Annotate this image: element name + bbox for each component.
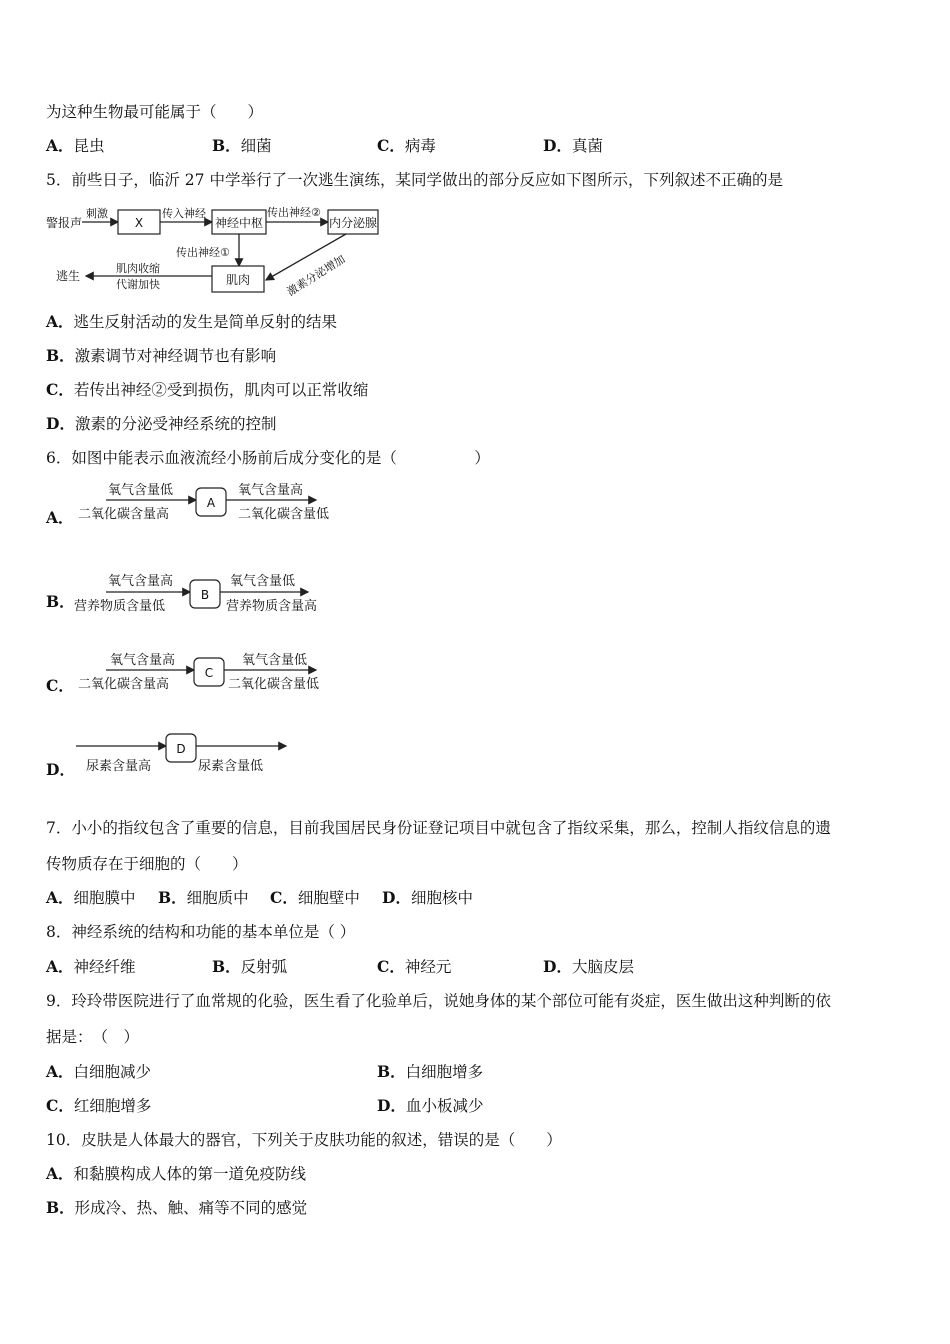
c-top-left: 氧气含量高	[110, 653, 176, 668]
q7-option-d[interactable]: D．细胞核中	[382, 888, 473, 907]
q10-stem: 10．皮肤是人体最大的器官，下列关于皮肤功能的叙述，错误的是（ ）	[46, 1131, 562, 1149]
gland-label: 内分泌腺	[328, 216, 378, 230]
afferent-label: 传入神经	[162, 207, 206, 220]
c-top-right: 氧气含量低	[242, 653, 308, 668]
q7-option-b[interactable]: B．细胞质中	[158, 888, 249, 907]
q7-option-c[interactable]: C．细胞壁中	[270, 888, 360, 907]
escape-label: 逃生	[56, 269, 81, 283]
b-bottom-right: 营养物质含量高	[226, 599, 318, 614]
b-bottom-left: 营养物质含量低	[74, 599, 166, 614]
q8-option-a[interactable]: A．神经纤维	[46, 957, 136, 976]
q9-option-c[interactable]: C．红细胞增多	[46, 1096, 152, 1115]
q9-stem-line2: 据是： （ ）	[46, 1028, 140, 1046]
q4-option-d[interactable]: D．真菌	[543, 136, 603, 155]
alarm-label: 警报声	[46, 216, 83, 230]
nerve-center-label: 神经中枢	[214, 216, 264, 230]
hormone-label: 激素分泌增加	[284, 252, 348, 299]
q7-option-a[interactable]: A．细胞膜中	[46, 888, 136, 907]
b-box-label: B	[200, 588, 210, 602]
q4-option-a[interactable]: A．昆虫	[46, 136, 105, 155]
q5-option-a[interactable]: A．逃生反射活动的发生是简单反射的结果	[46, 312, 338, 331]
a-bottom-left: 二氧化碳含量高	[78, 507, 170, 522]
q9-option-a[interactable]: A．白细胞减少	[46, 1062, 152, 1081]
q7-stem-line2: 传物质存在于细胞的（ ）	[46, 855, 248, 873]
q10-option-a[interactable]: A．和黏膜构成人体的第一道免疫防线	[46, 1164, 307, 1183]
q9-option-b[interactable]: B．白细胞增多	[377, 1062, 484, 1081]
q4-stem-tail: 为这种生物最可能属于（ ）	[46, 103, 264, 121]
q8-option-d[interactable]: D．大脑皮层	[543, 957, 634, 976]
c-box-label: C	[204, 666, 214, 680]
receptor-x-label: X	[134, 216, 144, 230]
c-bottom-right: 二氧化碳含量低	[228, 677, 320, 692]
a-box-label: A	[206, 496, 216, 510]
q7-stem-line1: 7．小小的指纹包含了重要的信息，目前我国居民身份证登记项目中就包含了指纹采集，那么，控制人指纹信息的遗	[46, 819, 831, 837]
metabolism-label: 代谢加快	[116, 278, 160, 291]
q8-option-b[interactable]: B．反射弧	[212, 957, 288, 976]
b-top-right: 氧气含量低	[230, 574, 296, 589]
q6-option-d-diagram[interactable]	[76, 732, 306, 778]
muscle-label: 肌肉	[225, 273, 251, 287]
b-top-left: 氧气含量高	[108, 574, 174, 589]
d-box-label: D	[176, 742, 186, 756]
q6-option-b-letter[interactable]: B．	[46, 592, 75, 611]
q6-option-c-letter[interactable]: C．	[46, 676, 74, 695]
q6-option-d-letter[interactable]: D．	[46, 760, 75, 779]
q5-option-d[interactable]: D．激素的分泌受神经系统的控制	[46, 414, 277, 433]
a-bottom-right: 二氧化碳含量低	[238, 507, 330, 522]
q6-stem: 6．如图中能表示血液流经小肠前后成分变化的是（ ）	[46, 449, 490, 467]
q9-option-d[interactable]: D．血小板减少	[377, 1096, 484, 1115]
q8-stem: 8．神经系统的结构和功能的基本单位是（ ）	[46, 923, 356, 941]
d-bottom-right: 尿素含量低	[198, 759, 264, 774]
contract-label: 肌肉收缩	[116, 262, 160, 275]
q5-option-b[interactable]: B．激素调节对神经调节也有影响	[46, 346, 277, 365]
q5-stem: 5．前些日子，临沂 27 中学举行了一次逃生演练，某同学做出的部分反应如下图所示，下列叙述不正确的是	[46, 171, 783, 189]
q5-option-c[interactable]: C．若传出神经②受到损伤，肌肉可以正常收缩	[46, 380, 369, 399]
q4-option-c[interactable]: C．病毒	[377, 136, 436, 155]
a-top-left: 氧气含量低	[108, 483, 174, 498]
q8-option-c[interactable]: C．神经元	[377, 957, 452, 976]
q6-option-a-letter[interactable]: A．	[46, 508, 74, 527]
q10-option-b[interactable]: B．形成冷、热、触、痛等不同的感觉	[46, 1198, 308, 1217]
stimulus-label: 刺激	[86, 207, 108, 220]
q6-option-a-diagram[interactable]	[76, 478, 356, 526]
efferent1-label: 传出神经①	[176, 246, 230, 259]
q5-reflex-diagram	[46, 200, 386, 300]
a-top-right: 氧气含量高	[238, 483, 304, 498]
c-bottom-left: 二氧化碳含量高	[78, 677, 170, 692]
q6-option-c-diagram[interactable]	[76, 648, 356, 696]
q9-stem-line1: 9．玲玲带医院进行了血常规的化验，医生看了化验单后，说她身体的某个部位可能有炎症，医生做出这种判断的依	[46, 992, 831, 1010]
efferent2-label: 传出神经②	[267, 206, 321, 219]
d-bottom-left: 尿素含量高	[86, 759, 152, 774]
q6-option-b-diagram[interactable]	[72, 568, 352, 616]
q4-option-b[interactable]: B．细菌	[212, 136, 272, 155]
